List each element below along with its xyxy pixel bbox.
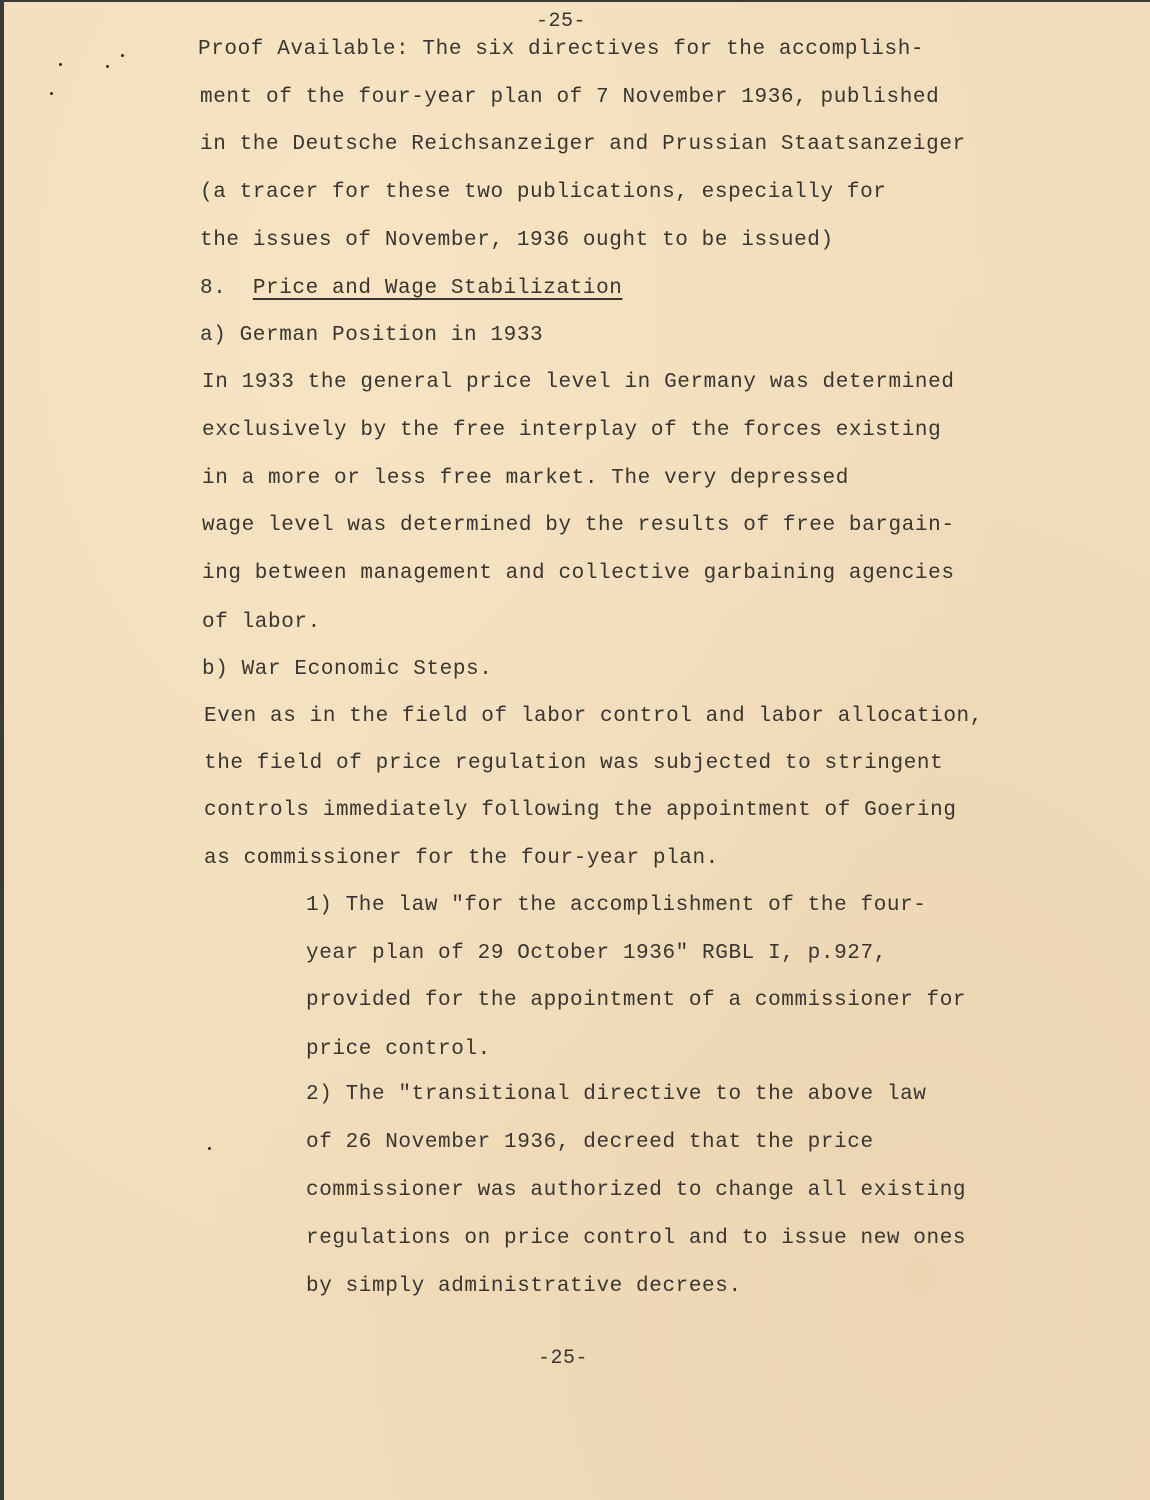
section-title: Price and Wage Stabilization — [252, 277, 623, 300]
proof-line: (a tracer for these two publications, especially for — [200, 181, 887, 204]
para-b-line: the field of price regulation was subjected to stringent — [204, 752, 944, 775]
item-2-line: of 26 November 1936, decreed that the price — [306, 1131, 874, 1154]
para-b-line: as commissioner for the four-year plan. — [204, 847, 719, 870]
item-1-line: year plan of 29 October 1936" RGBL I, p.927, — [306, 942, 887, 965]
proof-line: the issues of November, 1936 ought to be issued) — [200, 229, 834, 252]
paper-speck — [208, 1147, 211, 1150]
subsection-b-heading: b) War Economic Steps. — [202, 658, 493, 681]
paper-speck — [59, 63, 62, 66]
para-b-line: Even as in the field of labor control and labor allocation, — [204, 705, 983, 728]
para-a-line: ing between management and collective garbaining agencies — [202, 562, 955, 585]
item-1-line: price control. — [306, 1038, 491, 1061]
para-a-line: in a more or less free market. The very depressed — [202, 467, 849, 490]
document-page — [4, 2, 1150, 1500]
item-2-line: regulations on price control and to issue new ones — [306, 1227, 967, 1250]
paper-speck — [50, 92, 53, 95]
para-a-line: exclusively by the free interplay of the forces existing — [202, 419, 942, 442]
item-2-line: commissioner was authorized to change all existing — [306, 1179, 967, 1202]
paper-speck — [106, 65, 109, 68]
proof-line: in the Deutsche Reichsanzeiger and Prussian Staatsanzeiger — [200, 133, 966, 156]
section-heading — [200, 277, 622, 301]
para-a-line: In 1933 the general price level in Germany was determined — [202, 371, 955, 394]
item-2-line: by simply administrative decrees. — [306, 1275, 742, 1298]
para-b-line: controls immediately following the appointment of Goering — [204, 799, 957, 822]
page-number-bottom: -25- — [538, 1347, 589, 1370]
item-1-line: 1) The law "for the accomplishment of the four- — [306, 894, 927, 917]
para-a-line: wage level was determined by the results of free bargain- — [202, 514, 955, 537]
proof-line: ment of the four-year plan of 7 November 1936, published — [200, 86, 940, 109]
proof-line: Proof Available: The six directives for the accomplish- — [198, 38, 925, 61]
section-number: 8. — [200, 277, 227, 300]
subsection-a-heading: a) German Position in 1933 — [200, 324, 544, 347]
para-a-line: of labor. — [202, 611, 321, 634]
item-1-line: provided for the appointment of a commissioner for — [306, 989, 967, 1012]
page-number-top: -25- — [536, 10, 587, 33]
paper-speck — [121, 54, 124, 57]
item-2-line: 2) The "transitional directive to the above law — [306, 1083, 927, 1106]
